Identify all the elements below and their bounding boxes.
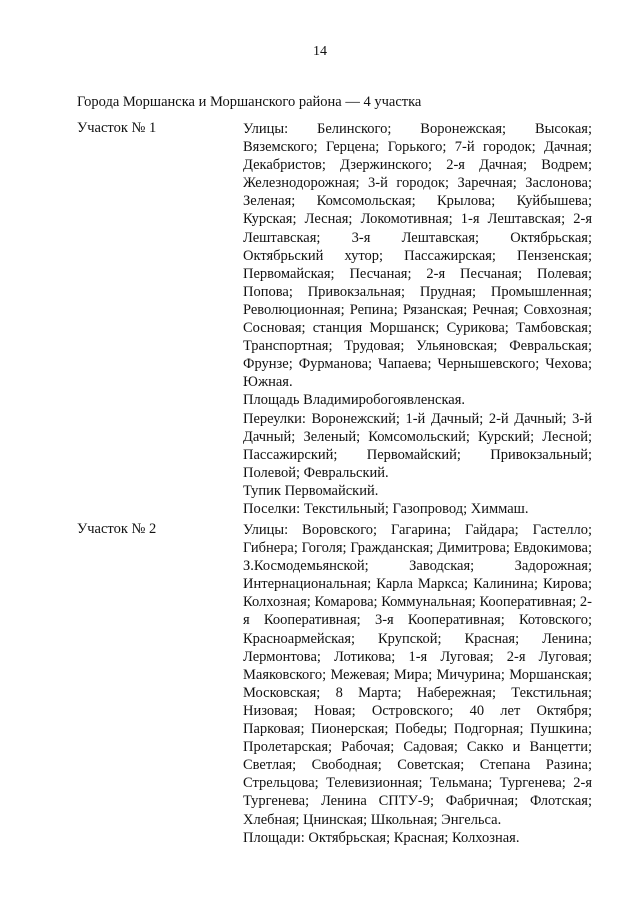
- page-number: 14: [313, 44, 327, 59]
- document-heading: Города Моршанска и Моршанского района — 4 участка: [77, 94, 422, 110]
- streets-paragraph: Улицы: Воровского; Гагарина; Гайдара; Гастелло; Гибнера; Гоголя; Гражданская; Димитрова; Евдокимова; З.Космодемьянской; Заводская; Задорожная; Интернациональная; Карла Маркса; Калинина; Кирова; Колхозная; Комарова; Коммунальная; Кооперативная; 2-я Кооперативная; 3-я Кооперативная; Котовского; Красноармейская; Крупской; Красная; Ленина; Лермонтова; Лотикова; 1-я Луговая; 2-я Луговая; Маяковского; Межевая; Мира; Мичурина; Моршанская; Московская; 8 Марта; Набережная; Текстильная; Низовая; Новая; Островского; 40 лет Октября; Парковая; Пионерская; Победы; Подгорная; Пушкина; Пролетарская; Рабочая; Садовая; Сакко и Ванцетти; Светлая; Свободная; Советская; Степана Разина; Стрельцова; Телевизионная; Тельмана; Тургенева; 2-я Тургенева; Ленина СПТУ-9; Фабричная; Флотская; Хлебная; Цнинская; Школьная; Энгельса.: [243, 522, 592, 828]
- dead-end-paragraph: Тупик Первомайский.: [243, 482, 379, 499]
- settlements-paragraph: Поселки: Текстильный; Газопровод; Химмаш.: [243, 500, 529, 517]
- lanes-paragraph: Переулки: Воронежский; 1-й Дачный; 2-й Дачный; 3-й Дачный; Зеленый; Комсомольский; Курский; Лесной; Пассажирский; Первомайский; Привокзальный; Полевой; Февральский.: [243, 410, 592, 481]
- section-content: [243, 120, 592, 518]
- section-label: Участок № 2: [77, 521, 157, 537]
- square-paragraph: Площадь Владимиробогоявленская.: [243, 392, 466, 409]
- section-content: [243, 521, 592, 847]
- section-label: Участок № 1: [77, 120, 157, 136]
- squares-paragraph: Площади: Октябрьская; Красная; Колхозная.: [243, 829, 520, 846]
- streets-paragraph: Улицы: Белинского; Воронежская; Высокая; Вяземского; Герцена; Горького; 7-й городок; Дачная; Декабристов; Дзержинского; 2-я Дачная; Водрем; Железнодорожная; 3-й городок; Заречная; Заслонова; Зеленая; Комсомольская; Крылова; Куйбышева; Курская; Лесная; Локомотивная; 1-я Лештавская; 2-я Лештавская; 3-я Лештавская; Октябрьская; Октябрьский хутор; Пассажирская; Пензенская; Первомайская; Песчаная; 2-я Песчаная; Полевая; Попова; Привокзальная; Прудная; Промышленная; Революционная; Репина; Рязанская; Речная; Совхозная; Сосновая; станция Моршанск; Сурикова; Тамбовская; Транспортная; Трудовая; Ульяновская; Февральская; Фрунзе; Фурманова; Чапаева; Чернышевского; Чехова; Южная.: [243, 121, 592, 391]
